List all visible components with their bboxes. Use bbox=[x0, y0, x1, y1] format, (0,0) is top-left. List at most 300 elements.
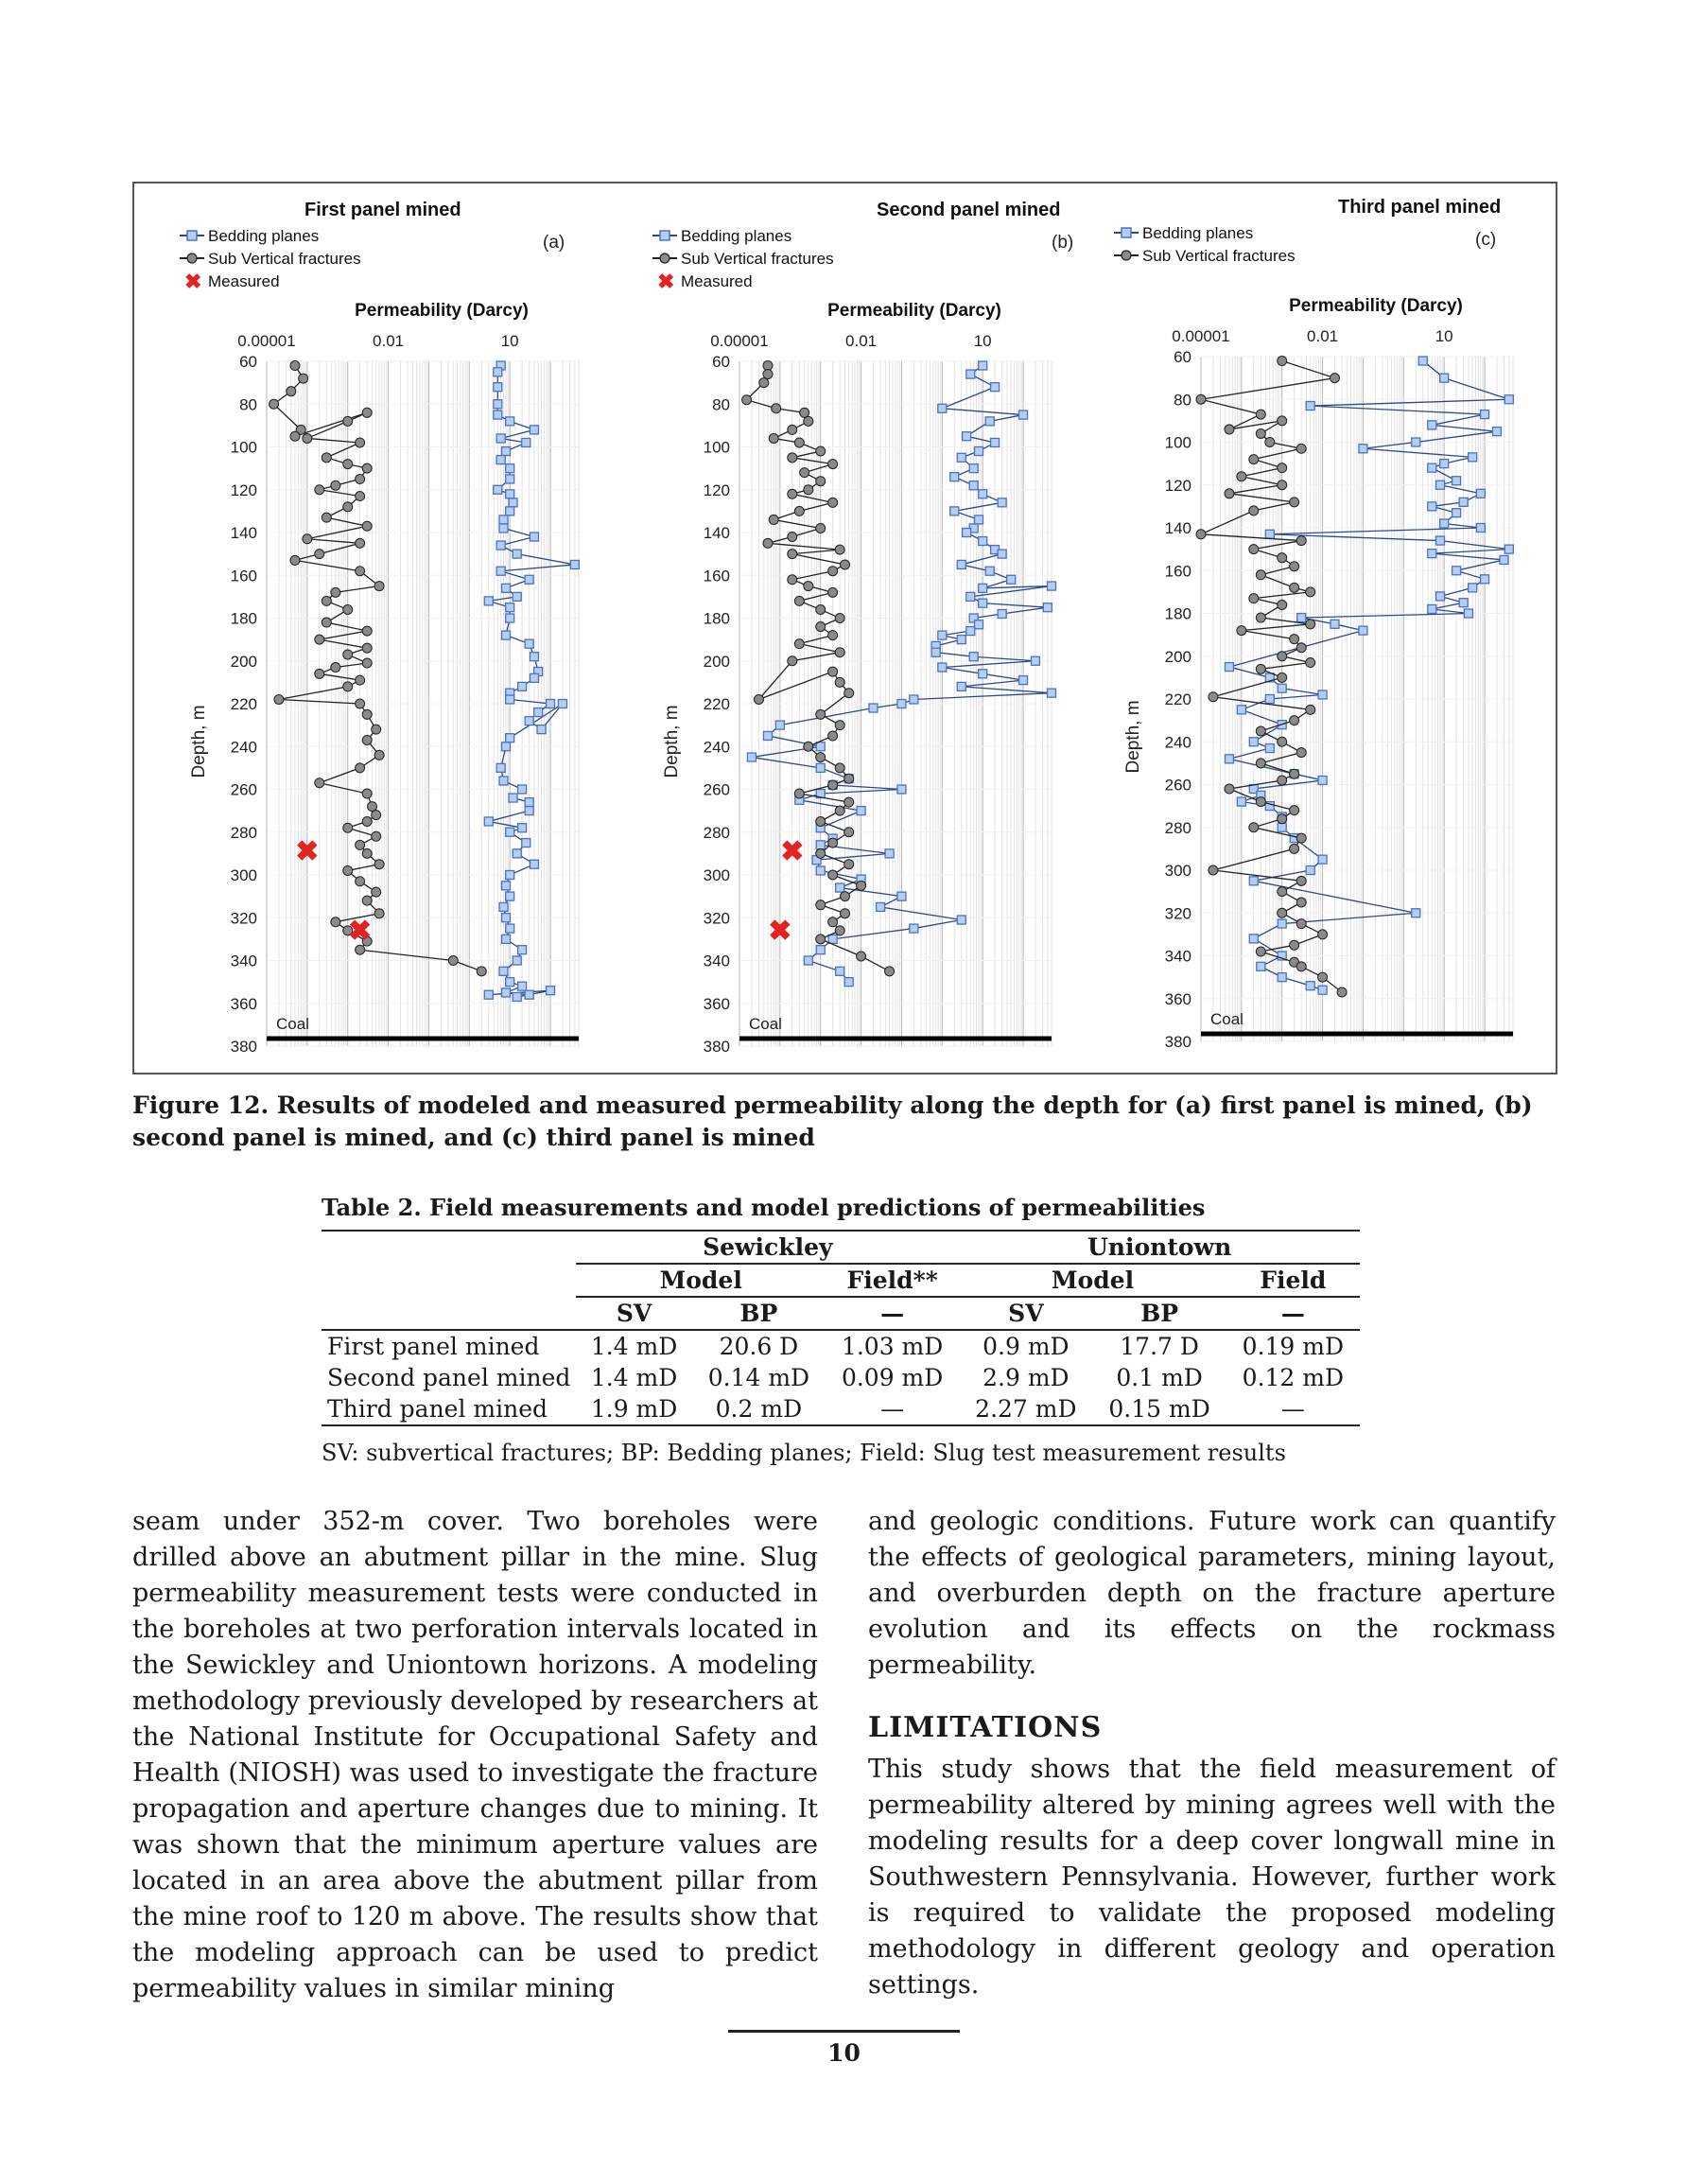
subvertical-point bbox=[356, 840, 365, 849]
bedding-point bbox=[1359, 626, 1367, 635]
bedding-point bbox=[1237, 706, 1245, 714]
bedding-point bbox=[1278, 919, 1286, 928]
bedding-point bbox=[506, 603, 514, 612]
permeability-table bbox=[322, 1230, 1360, 1426]
sv-header: SV bbox=[1008, 1300, 1044, 1327]
bedding-point bbox=[537, 725, 546, 734]
legend-square-icon bbox=[660, 231, 670, 240]
subvertical-point bbox=[1278, 357, 1287, 366]
bedding-point bbox=[897, 785, 906, 794]
sv-header: SV bbox=[616, 1300, 652, 1327]
bedding-point bbox=[897, 700, 906, 708]
field-header: Field** bbox=[826, 1264, 959, 1297]
subvertical-point bbox=[841, 909, 850, 918]
bedding-point bbox=[931, 648, 940, 656]
legend-square-icon bbox=[187, 231, 197, 240]
subvertical-point bbox=[816, 446, 826, 456]
subvertical-point bbox=[331, 663, 340, 673]
subvertical-point bbox=[374, 860, 384, 869]
subvertical-point bbox=[804, 416, 813, 426]
subvertical-point bbox=[343, 865, 353, 875]
subvertical-point bbox=[1278, 776, 1287, 785]
subvertical-point bbox=[372, 725, 381, 734]
subvertical-point bbox=[1290, 562, 1299, 571]
bedding-point bbox=[1476, 489, 1485, 498]
bp-header: BP bbox=[739, 1300, 778, 1327]
bedding-point bbox=[1492, 428, 1501, 436]
bedding-point bbox=[975, 515, 983, 524]
subvertical-point bbox=[1237, 626, 1246, 636]
bedding-point bbox=[494, 368, 502, 376]
subvertical-point bbox=[372, 811, 381, 820]
bedding-point bbox=[525, 807, 533, 815]
measured-x-icon: ✖ bbox=[184, 270, 202, 293]
bedding-point bbox=[979, 537, 987, 546]
subvertical-point bbox=[315, 669, 324, 678]
bedding-point bbox=[836, 967, 844, 975]
group-uniontown: Uniontown bbox=[959, 1231, 1360, 1264]
subvertical-point bbox=[794, 639, 804, 649]
bedding-point bbox=[509, 794, 517, 802]
cell: 0.19 mD bbox=[1242, 1333, 1345, 1360]
cell: 1.03 mD bbox=[841, 1333, 944, 1360]
y-tick-label: 340 bbox=[703, 952, 730, 970]
subvertical-point bbox=[372, 887, 381, 897]
y-tick-label: 240 bbox=[703, 738, 730, 757]
bedding-point bbox=[534, 708, 543, 717]
x-tick-label: 0.00001 bbox=[710, 332, 769, 350]
y-tick-label: 60 bbox=[239, 353, 257, 371]
subvertical-point bbox=[835, 806, 844, 815]
bedding-point bbox=[1318, 986, 1327, 994]
subvertical-point bbox=[816, 753, 826, 762]
panel-title: First panel mined bbox=[304, 200, 461, 220]
y-tick-label: 280 bbox=[1164, 818, 1191, 837]
row-label: First panel mined bbox=[327, 1333, 540, 1360]
paragraph: This study shows that the field measurement of permeability altered by mining agrees well with the modeling results for a deep cover longwall mine in Southwestern Pennsylvania. However, further work is required to validate the proposed modeling methodology in different geology and operation settings. bbox=[868, 1755, 1556, 2000]
subvertical-point bbox=[1290, 806, 1299, 815]
subvertical-point bbox=[1296, 876, 1306, 885]
bedding-point bbox=[513, 992, 521, 1001]
bedding-point bbox=[525, 798, 533, 807]
field-header: Field bbox=[1226, 1264, 1360, 1297]
bedding-point bbox=[1436, 592, 1445, 601]
bedding-point bbox=[494, 485, 502, 494]
bedding-point bbox=[525, 717, 533, 725]
subvertical-point bbox=[828, 667, 838, 676]
bedding-point bbox=[1225, 755, 1233, 763]
bedding-point bbox=[816, 841, 825, 849]
bedding-point bbox=[1436, 480, 1445, 489]
bedding-point bbox=[747, 753, 756, 761]
subvertical-point bbox=[816, 622, 826, 632]
subvertical-point bbox=[835, 648, 844, 657]
bedding-point bbox=[502, 447, 511, 456]
subvertical-point bbox=[794, 438, 804, 447]
subvertical-point bbox=[835, 763, 844, 773]
y-tick-label: 220 bbox=[230, 695, 257, 713]
x-tick-label: 10 bbox=[500, 332, 519, 350]
subvertical-point bbox=[841, 892, 850, 901]
subvertical-point bbox=[1306, 705, 1315, 714]
subvertical-point bbox=[356, 538, 365, 548]
subvertical-point bbox=[844, 689, 854, 698]
bedding-point bbox=[969, 653, 978, 661]
subvertical-point bbox=[857, 881, 866, 890]
y-tick-label: 80 bbox=[1174, 391, 1191, 410]
bedding-point bbox=[496, 541, 505, 550]
model-header: Model bbox=[959, 1264, 1226, 1297]
bedding-point bbox=[1249, 935, 1258, 943]
bedding-point bbox=[938, 404, 947, 412]
subvertical-point bbox=[287, 387, 296, 396]
bedding-point bbox=[1318, 855, 1327, 864]
bedding-point bbox=[558, 700, 566, 708]
bedding-point bbox=[513, 849, 521, 858]
subvertical-point bbox=[800, 408, 809, 417]
y-tick-label: 180 bbox=[230, 609, 257, 628]
bedding-point bbox=[506, 892, 514, 900]
cell: 0.2 mD bbox=[715, 1395, 803, 1423]
subvertical-point bbox=[844, 860, 854, 869]
subvertical-point bbox=[804, 742, 813, 751]
y-tick-label: 160 bbox=[703, 567, 730, 585]
subvertical-point bbox=[362, 643, 372, 653]
subvertical-point bbox=[1278, 553, 1287, 563]
x-axis-title: Permeability (Darcy) bbox=[355, 301, 529, 321]
bedding-point bbox=[502, 882, 511, 890]
bedding-point bbox=[966, 370, 975, 378]
subvertical-point bbox=[1278, 887, 1287, 897]
bedding-point bbox=[518, 682, 527, 690]
subvertical-point bbox=[1296, 962, 1306, 971]
y-tick-label: 320 bbox=[230, 909, 257, 928]
dash-header: — bbox=[1280, 1300, 1305, 1327]
subvertical-point bbox=[800, 468, 809, 478]
y-axis-title: Depth, m bbox=[1123, 700, 1143, 774]
subvertical-point bbox=[343, 823, 353, 832]
bedding-point bbox=[506, 507, 514, 515]
subvertical-point bbox=[1290, 940, 1299, 950]
y-tick-label: 320 bbox=[1164, 904, 1191, 923]
subvertical-point bbox=[315, 778, 324, 788]
bedding-point bbox=[506, 417, 514, 426]
bedding-point bbox=[991, 383, 1000, 392]
y-tick-label: 60 bbox=[712, 353, 730, 371]
y-tick-label: 120 bbox=[230, 480, 257, 499]
y-tick-label: 200 bbox=[230, 652, 257, 671]
subvertical-point bbox=[759, 378, 769, 388]
subvertical-point bbox=[788, 425, 797, 434]
table-row bbox=[322, 1393, 1360, 1425]
bedding-point bbox=[518, 824, 527, 832]
subvertical-point bbox=[362, 658, 372, 668]
coal-label: Coal bbox=[1210, 1010, 1244, 1028]
bedding-point bbox=[957, 916, 965, 924]
bedding-point bbox=[1459, 498, 1468, 506]
subvertical-point bbox=[343, 502, 353, 512]
subvertical-point bbox=[1196, 394, 1206, 404]
subvertical-point bbox=[356, 675, 365, 685]
bedding-point bbox=[979, 584, 987, 592]
subvertical-point bbox=[816, 816, 826, 826]
y-tick-label: 100 bbox=[703, 438, 730, 457]
limitations-heading: LIMITATIONS bbox=[868, 1711, 1103, 1744]
subvertical-point bbox=[1237, 472, 1246, 481]
y-tick-label: 100 bbox=[1164, 433, 1191, 452]
bedding-point bbox=[844, 978, 853, 987]
y-tick-label: 240 bbox=[1164, 733, 1191, 752]
table-caption: Table 2. Field measurements and model predictions of permeabilities bbox=[322, 1194, 1206, 1221]
subvertical-point bbox=[362, 848, 372, 858]
bedding-point bbox=[1481, 411, 1489, 419]
subvertical-point bbox=[828, 567, 838, 576]
coal-label: Coal bbox=[276, 1015, 309, 1033]
subvertical-point bbox=[1249, 506, 1259, 515]
cell: 17.7 D bbox=[1120, 1333, 1199, 1360]
subvertical-point bbox=[362, 521, 372, 531]
bedding-point bbox=[506, 464, 514, 473]
subvertical-point bbox=[1306, 658, 1315, 668]
y-axis-title: Depth, m bbox=[662, 705, 682, 778]
bedding-point bbox=[496, 763, 505, 772]
subvertical-point bbox=[742, 395, 752, 405]
subvertical-point bbox=[448, 956, 458, 966]
subvertical-point bbox=[290, 361, 300, 371]
x-tick-label: 0.00001 bbox=[1172, 327, 1230, 345]
measured-point: ✖ bbox=[768, 915, 792, 947]
subvertical-point bbox=[356, 699, 365, 708]
bedding-point bbox=[1452, 509, 1461, 517]
cell: 0.12 mD bbox=[1242, 1364, 1345, 1391]
subvertical-point bbox=[362, 463, 372, 473]
subvertical-point bbox=[1278, 463, 1287, 473]
y-tick-label: 260 bbox=[703, 780, 730, 799]
subvertical-point bbox=[1278, 600, 1287, 609]
subvertical-point bbox=[804, 485, 813, 495]
subvertical-point bbox=[1256, 664, 1265, 673]
subvertical-point bbox=[362, 789, 372, 798]
bedding-point bbox=[1452, 477, 1461, 485]
subvertical-point bbox=[362, 816, 372, 826]
subvertical-point bbox=[343, 650, 353, 659]
bedding-point bbox=[518, 946, 527, 954]
paragraph: seam under 352-m cover. Two boreholes were drilled above an abutment pillar in the mine. Slug permeability measurement tests were conducted in the boreholes at two perforation intervals located in the Sewickley and Uniontown horizons. A modeling methodology previously developed by researchers at the National Institute for Occupational Safety and Health (NIOSH) was used to investigate the fracture propagation and aperture changes due to mining. It was shown that the minimum aperture values are located in an area above the abutment pillar from the mine roof to 120 m above. The results show that the modeling approach can be used to predict permeability values in similar mining bbox=[132, 1507, 818, 2003]
bedding-point bbox=[1440, 519, 1449, 528]
subvertical-point bbox=[828, 838, 838, 847]
subvertical-point bbox=[769, 433, 778, 443]
bedding-point bbox=[998, 609, 1006, 618]
bedding-point bbox=[1043, 603, 1052, 612]
bedding-point bbox=[518, 982, 527, 990]
subvertical-point bbox=[1296, 919, 1306, 929]
bedding-point bbox=[828, 935, 837, 943]
y-tick-label: 340 bbox=[1164, 947, 1191, 966]
bedding-point bbox=[547, 700, 555, 708]
bedding-point bbox=[506, 924, 514, 933]
y-tick-label: 300 bbox=[703, 866, 730, 884]
bedding-point bbox=[499, 902, 508, 911]
subvertical-point bbox=[356, 492, 365, 501]
bedding-point bbox=[499, 515, 508, 524]
bedding-point bbox=[506, 614, 514, 622]
subvertical-point bbox=[788, 489, 797, 498]
subvertical-point bbox=[794, 596, 804, 605]
subvertical-point bbox=[477, 967, 486, 976]
y-tick-label: 80 bbox=[239, 395, 257, 414]
bedding-point bbox=[484, 990, 493, 999]
x-tick-label: 10 bbox=[973, 332, 992, 350]
subvertical-point bbox=[1256, 947, 1265, 956]
bedding-point bbox=[506, 871, 514, 880]
model-header: Model bbox=[576, 1264, 826, 1297]
subvertical-point bbox=[274, 694, 284, 704]
subvertical-point bbox=[828, 780, 838, 790]
row-label: Second panel mined bbox=[327, 1364, 571, 1391]
x-axis-title: Permeability (Darcy) bbox=[827, 301, 1001, 321]
x-tick-label: 0.01 bbox=[373, 332, 405, 350]
cell: 0.1 mD bbox=[1116, 1364, 1203, 1391]
bedding-point bbox=[1031, 656, 1039, 665]
subvertical-point bbox=[1256, 759, 1265, 768]
legend-square-icon bbox=[1122, 228, 1131, 237]
bedding-point bbox=[910, 924, 918, 933]
bedding-point bbox=[957, 560, 965, 568]
bedding-point bbox=[1412, 909, 1420, 917]
legend-label: Sub Vertical fractures bbox=[681, 250, 834, 268]
paragraph: and geologic conditions. Future work can quantify the effects of geological parameters, mining layout, and overburden depth on the fracture aperture evolution and its effects on the rockmass permeability. bbox=[868, 1507, 1556, 1680]
subvertical-point bbox=[788, 575, 797, 585]
bedding-point bbox=[1265, 530, 1274, 538]
bedding-point bbox=[499, 777, 508, 785]
subvertical-point bbox=[885, 967, 895, 976]
bedding-point bbox=[966, 592, 975, 601]
bedding-point bbox=[998, 498, 1006, 507]
subvertical-point bbox=[1290, 635, 1299, 644]
chart-panel-b bbox=[652, 200, 1073, 1056]
subvertical-point bbox=[322, 513, 331, 522]
bedding-point bbox=[513, 550, 521, 558]
bedding-point bbox=[518, 785, 527, 794]
cell: 0.09 mD bbox=[841, 1364, 944, 1391]
bedding-point bbox=[991, 438, 1000, 446]
subvertical-point bbox=[788, 550, 797, 559]
y-tick-label: 300 bbox=[230, 866, 257, 884]
bedding-point bbox=[1249, 738, 1258, 746]
bedding-point bbox=[998, 550, 1006, 558]
y-axis-title: Depth, m bbox=[189, 705, 209, 778]
legend-label: Bedding planes bbox=[208, 227, 320, 245]
subvertical-point bbox=[835, 677, 844, 687]
x-axis-title: Permeability (Darcy) bbox=[1289, 296, 1463, 316]
bedding-point bbox=[1436, 536, 1445, 545]
subvertical-point bbox=[1256, 613, 1265, 622]
subvertical-point bbox=[857, 952, 866, 961]
bedding-point bbox=[506, 490, 514, 498]
bedding-point bbox=[506, 475, 514, 483]
subvertical-point bbox=[816, 523, 826, 533]
subvertical-point bbox=[835, 926, 844, 935]
bedding-point bbox=[502, 631, 511, 639]
bedding-point bbox=[950, 507, 959, 515]
subvertical-point bbox=[1209, 692, 1218, 702]
subvertical-point bbox=[816, 848, 826, 858]
legend-label: Measured bbox=[681, 272, 753, 290]
bedding-point bbox=[1481, 575, 1489, 584]
subvertical-point bbox=[772, 404, 781, 413]
subvertical-point bbox=[362, 709, 372, 719]
panel-tag: (a) bbox=[543, 233, 565, 253]
bedding-point bbox=[502, 988, 511, 997]
bedding-point bbox=[1459, 599, 1468, 607]
y-tick-label: 240 bbox=[230, 738, 257, 757]
subvertical-point bbox=[763, 361, 773, 371]
bedding-point bbox=[869, 704, 878, 712]
bedding-point bbox=[1464, 609, 1472, 618]
subvertical-point bbox=[1306, 587, 1315, 597]
subvertical-point bbox=[331, 917, 340, 927]
bedding-point bbox=[763, 731, 772, 740]
permeability-charts bbox=[134, 183, 1556, 1073]
dash-header: — bbox=[880, 1300, 905, 1327]
subvertical-point bbox=[322, 618, 331, 627]
legend-circle-icon bbox=[660, 253, 670, 263]
bedding-point bbox=[938, 663, 947, 672]
cell: 2.27 mD bbox=[975, 1395, 1077, 1423]
bedding-point bbox=[1504, 545, 1513, 553]
bedding-point bbox=[530, 653, 538, 661]
subvertical-point bbox=[828, 917, 838, 927]
measured-point: ✖ bbox=[780, 836, 805, 868]
bedding-point bbox=[506, 734, 514, 743]
subvertical-point bbox=[374, 909, 384, 918]
bedding-point bbox=[985, 567, 994, 575]
cell: 0.9 mD bbox=[983, 1333, 1070, 1360]
y-tick-label: 100 bbox=[230, 438, 257, 457]
subvertical-point bbox=[368, 802, 377, 812]
bedding-point bbox=[530, 533, 538, 541]
panel-title: Third panel mined bbox=[1338, 197, 1502, 218]
bedding-point bbox=[509, 498, 517, 507]
subvertical-point bbox=[828, 870, 838, 880]
figure-12 bbox=[132, 182, 1557, 1075]
legend-label: Sub Vertical fractures bbox=[1142, 247, 1296, 265]
legend-label: Bedding planes bbox=[1142, 224, 1254, 242]
bedding-point bbox=[816, 763, 825, 772]
subvertical-point bbox=[303, 534, 312, 544]
subvertical-point bbox=[374, 750, 384, 760]
bedding-point bbox=[775, 721, 784, 729]
y-tick-label: 360 bbox=[1164, 989, 1191, 1008]
page-number: 10 bbox=[827, 2039, 861, 2067]
figure-caption: Figure 12. Results of modeled and measured permeability along the depth for (a) first panel is mined, (b) second panel is mined, and (c) third panel is mined bbox=[132, 1092, 1533, 1151]
bedding-point bbox=[513, 956, 521, 965]
subvertical-point bbox=[1330, 374, 1339, 383]
subvertical-point bbox=[1278, 737, 1287, 746]
cell: 0.14 mD bbox=[707, 1364, 810, 1391]
bedding-point bbox=[975, 620, 983, 629]
subvertical-point bbox=[763, 370, 773, 379]
bedding-point bbox=[484, 817, 493, 826]
subvertical-point bbox=[828, 731, 838, 741]
subvertical-point bbox=[1318, 972, 1328, 982]
subvertical-point bbox=[828, 498, 838, 507]
subvertical-point bbox=[299, 374, 308, 383]
subvertical-point bbox=[828, 460, 838, 469]
bedding-point bbox=[506, 695, 514, 704]
bedding-point bbox=[1007, 575, 1016, 584]
subvertical-point bbox=[1196, 530, 1206, 539]
